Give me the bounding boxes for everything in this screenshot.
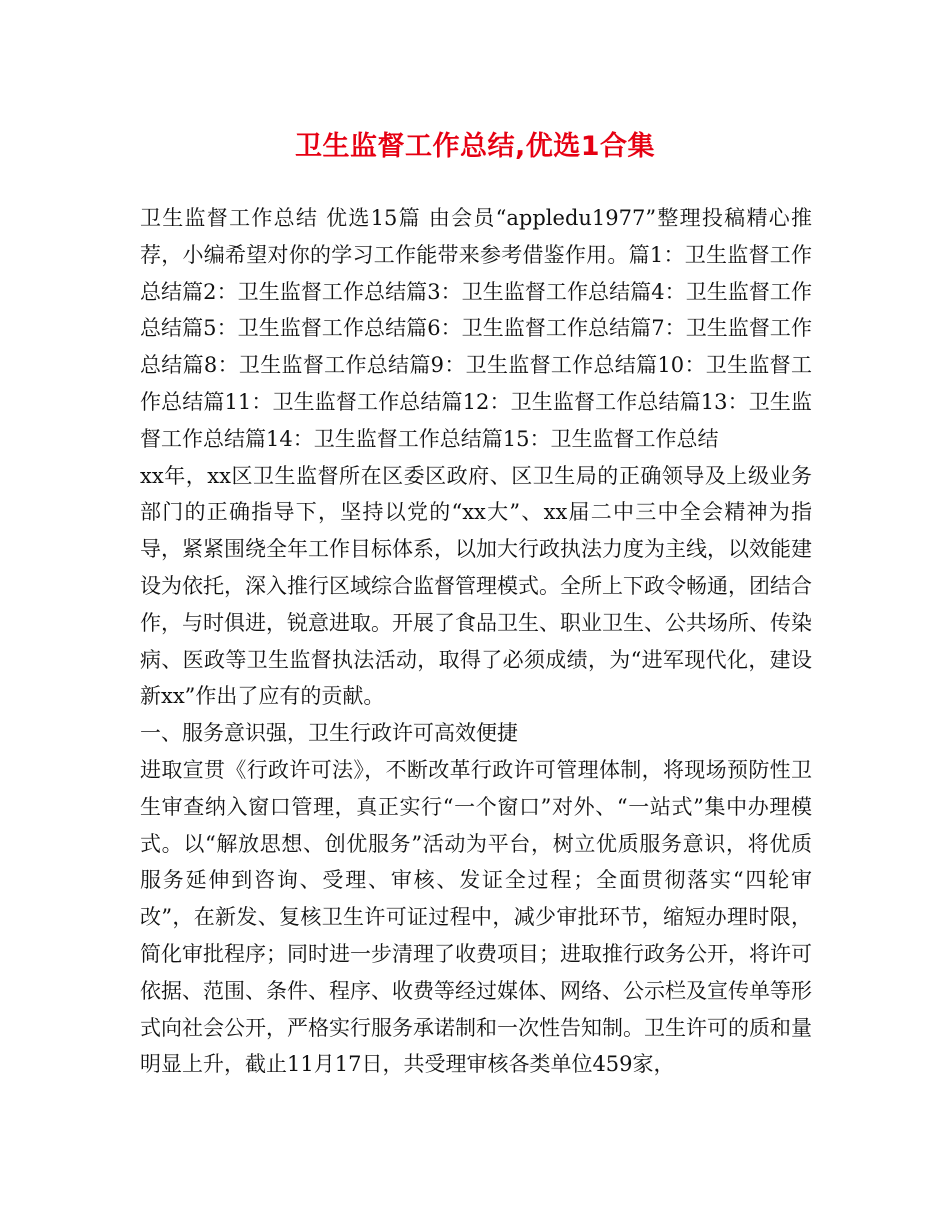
intro-paragraph: 卫生监督工作总结 优选15篇 由会员“appledu1977”整理投稿精心推荐，小编希望对你的学习工作能带来参考借鉴作用。篇1：卫生监督工作总结篇2：卫生监督工作总结篇3：卫生监督工作总结篇4：卫生监督工作总结篇5：卫生监督工作总结篇6：卫生监督工作总结篇7：卫生监督工作总结篇8：卫生监督工作总结篇9：卫生监督工作总结篇10：卫生监督工作总结篇11：卫生监督工作总结篇12：卫生监督工作总结篇13：卫生监督工作总结篇14：卫生监督工作总结篇15：卫生监督工作总结 bbox=[140, 206, 812, 451]
document-title: 卫生监督工作总结,优选1合集 bbox=[294, 131, 656, 162]
document-body bbox=[140, 200, 812, 1083]
summary-paragraph: xx年，xx区卫生监督所在区委区政府、区卫生局的正确领导及上级业务部门的正确指导下，坚持以党的“xx大”、xx届二中三中全会精神为指导，紧紧围绕全年工作目标体系，以加大行政执法力度为主线，以效能建设为依托，深入推行区域综合监督管理模式。全所上下政令畅通，团结合作，与时俱进，锐意进取。开展了食品卫生、职业卫生、公共场所、传染病、医政等卫生监督执法活动，取得了必须成绩，为“进军现代化，建设新xx”作出了应有的贡献。 bbox=[140, 463, 812, 709]
section-heading: 一、服务意识强，卫生行政许可高效便捷 bbox=[140, 721, 518, 746]
section-paragraph: 进取宣贯《行政许可法》，不断改革行政许可管理体制，将现场预防性卫生审查纳入窗口管理，真正实行“一个窗口”对外、“一站式”集中办理模式。以“解放思想、创优服务”活动为平台，树立优质服务意识，将优质服务延伸到咨询、受理、审核、发证全过程；全面贯彻落实“四轮审改”，在新发、复核卫生许可证过程中，减少审批环节，缩短办理时限，简化审批程序；同时进一步清理了收费项目；进取推行政务公开，将许可依据、范围、条件、程序、收费等经过媒体、网络、公示栏及宣传单等形式向社会公开，严格实行服务承诺制和一次性告知制。卫生许可的质和量明显上升，截止11月17日，共受理审核各类单位459家， bbox=[140, 757, 812, 1077]
